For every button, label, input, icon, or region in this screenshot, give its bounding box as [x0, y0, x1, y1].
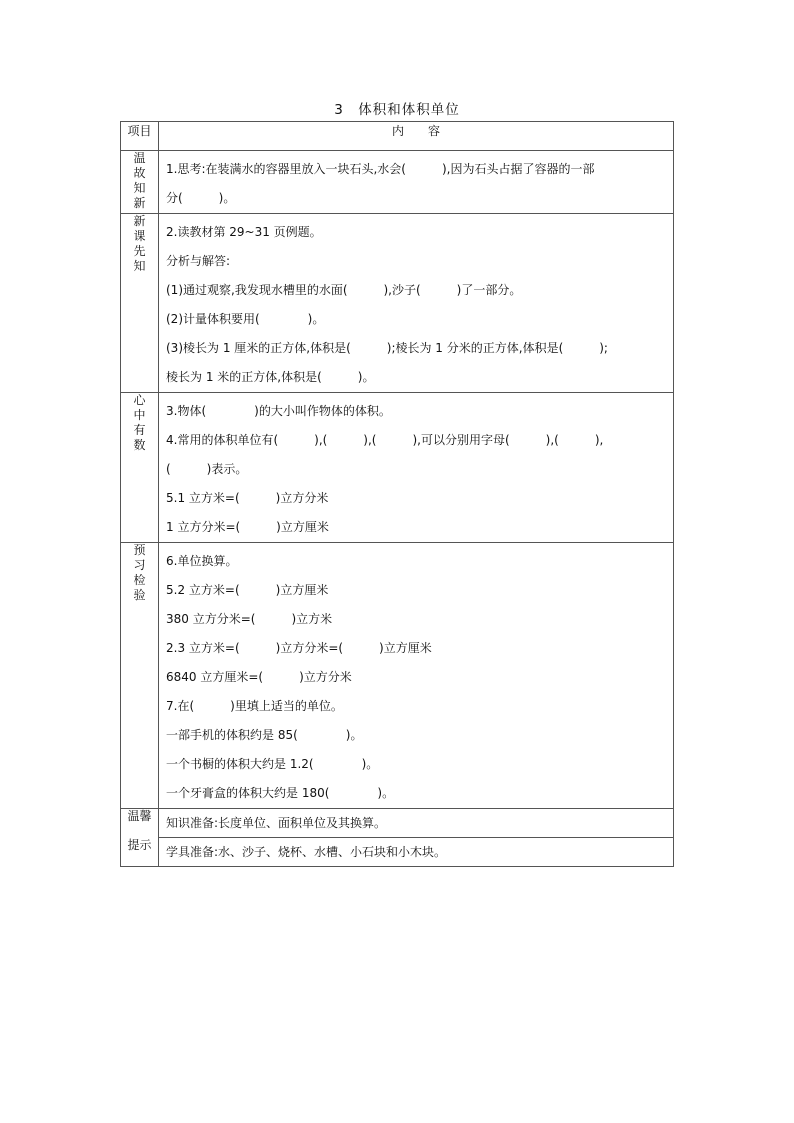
section-content-preview — [159, 214, 674, 393]
section-concepts — [121, 393, 674, 543]
tips-label-top: 温馨 — [121, 809, 159, 838]
content-line: 3.物体( )的大小叫作物体的体积。 — [166, 404, 391, 418]
content-line: 一部手机的体积约是 85( )。 — [166, 728, 363, 742]
content-line: 1 立方分米=( )立方厘米 — [166, 520, 329, 534]
content-line: (2)计量体积要用( )。 — [166, 312, 325, 326]
section-content-review — [159, 151, 674, 214]
content-line: 7.在( )里填上适当的单位。 — [166, 699, 343, 713]
section-label-review: 温 故 知 新 — [121, 151, 159, 214]
content-line: 一个牙膏盒的体积大约是 180( )。 — [166, 786, 395, 800]
section-preview — [121, 214, 674, 393]
content-line: ( )表示。 — [166, 462, 248, 476]
content-line: 棱长为 1 米的正方体,体积是( )。 — [166, 370, 375, 384]
content-line: 380 立方分米=( )立方米 — [166, 612, 333, 626]
table-header-row — [121, 122, 674, 151]
content-line: 2.3 立方米=( )立方分米=( )立方厘米 — [166, 641, 432, 655]
section-practice — [121, 543, 674, 809]
preview-sheet-table — [120, 121, 674, 867]
content-line: 5.1 立方米=( )立方分米 — [166, 491, 329, 505]
content-line: 一个书橱的体积大约是 1.2( )。 — [166, 757, 379, 771]
tips-label-bottom: 提示 — [121, 838, 159, 867]
section-label-practice: 预 习 检 验 — [121, 543, 159, 809]
content-line: 6.单位换算。 — [166, 554, 238, 568]
content-line: 分析与解答: — [166, 254, 231, 268]
content-line: 5.2 立方米=( )立方厘米 — [166, 583, 329, 597]
tips-line-knowledge: 知识准备:长度单位、面积单位及其换算。 — [159, 809, 674, 838]
section-content-practice — [159, 543, 674, 809]
content-line: 6840 立方厘米=( )立方分米 — [166, 670, 352, 684]
tips-row-1 — [121, 809, 674, 838]
section-label-preview: 新 课 先 知 — [121, 214, 159, 393]
header-item: 项目 — [121, 122, 159, 151]
content-line: (1)通过观察,我发现水槽里的水面( ),沙子( )了一部分。 — [166, 283, 522, 297]
page-title: 3 体积和体积单位 — [334, 102, 460, 118]
section-content-concepts — [159, 393, 674, 543]
header-content: 内 容 — [159, 122, 674, 151]
content-line: 分( )。 — [166, 191, 236, 205]
content-line: 4.常用的体积单位有( ),( ),( ),可以分别用字母( ),( ), — [166, 433, 604, 447]
section-label-concepts: 心 中 有 数 — [121, 393, 159, 543]
tips-line-tools: 学具准备:水、沙子、烧杯、水槽、小石块和小木块。 — [159, 838, 674, 867]
content-line: 1.思考:在装满水的容器里放入一块石头,水会( ),因为石头占据了容器的一部 — [166, 162, 595, 176]
content-line: (3)棱长为 1 厘米的正方体,体积是( );棱长为 1 分米的正方体,体积是( ); — [166, 341, 608, 355]
tips-row-2 — [121, 838, 674, 867]
section-review — [121, 151, 674, 214]
content-line: 2.读教材第 29~31 页例题。 — [166, 225, 322, 239]
